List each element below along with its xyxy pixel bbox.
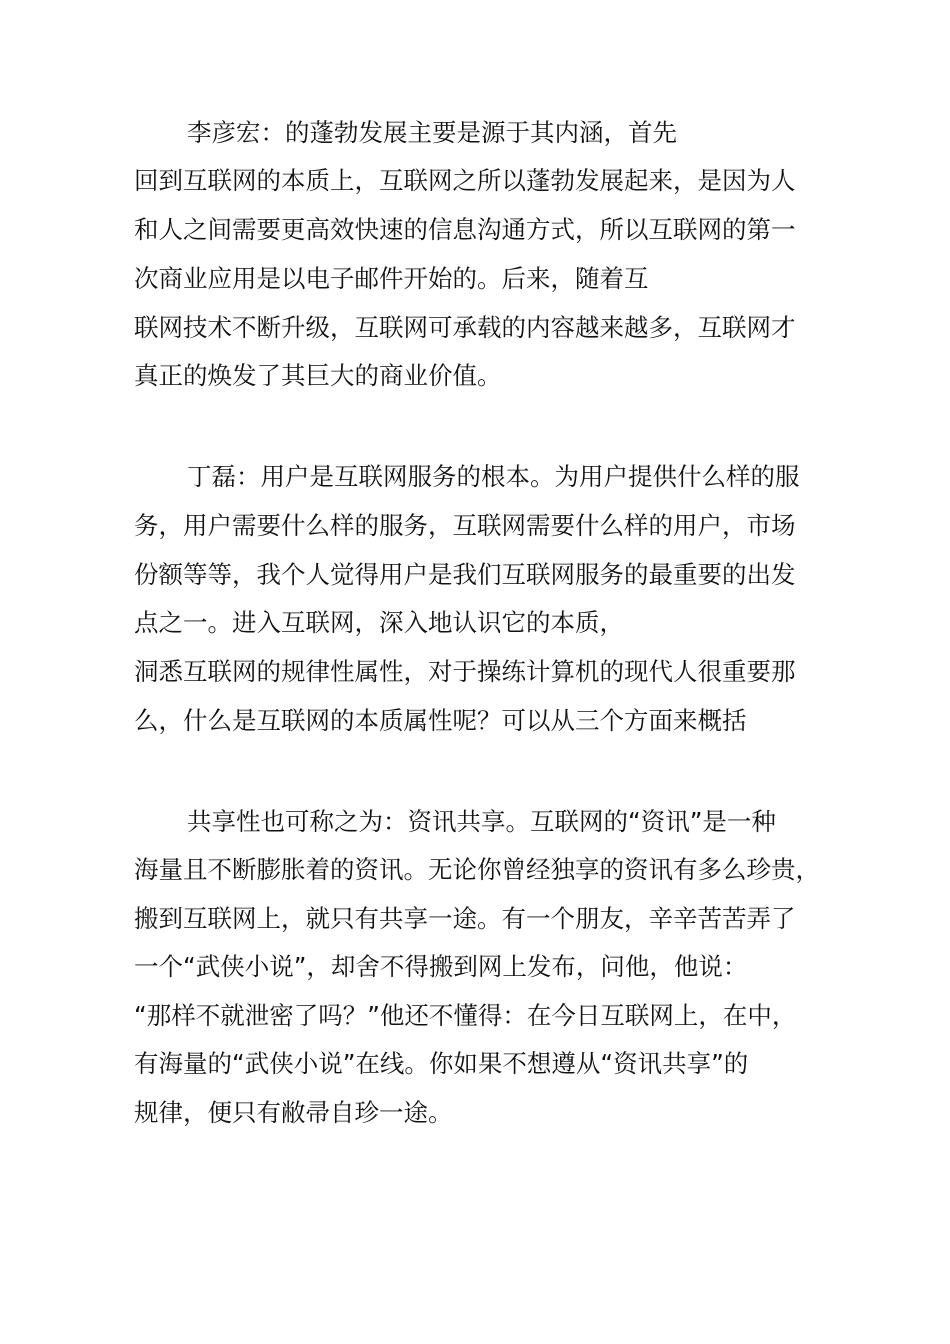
text-line: 点之一。进入互联网，深入地认识它的本质， <box>134 608 624 637</box>
text-line: 务，用户需要什么样的服务，互联网需要什么样的用户，市场 <box>134 511 796 540</box>
text-line: 和人之间需要更高效快速的信息沟通方式，所以互联网的第一 <box>134 215 796 244</box>
text-line: 真正的焕发了其巨大的商业价值。 <box>134 361 502 390</box>
text-line: 共享性也可称之为：资讯共享。互联网的“资讯”是一种 <box>187 807 776 836</box>
text-line: 海量且不断膨胀着的资讯。无论你曾经独享的资讯有多么珍贵， <box>134 855 820 884</box>
text-line: 洞悉互联网的规律性属性，对于操练计算机的现代人很重要那 <box>134 657 796 686</box>
text-line: 丁磊：用户是互联网服务的根本。为用户提供什么样的服 <box>187 462 800 491</box>
text-line: 规律，便只有敝帚自珍一途。 <box>134 1098 453 1127</box>
text-line: 回到互联网的本质上，互联网之所以蓬勃发展起来，是因为人 <box>134 166 796 195</box>
text-line: 一个“武侠小说”，却舍不得搬到网上发布，问他，他说： <box>134 952 748 981</box>
text-line: 搬到互联网上，就只有共享一途。有一个朋友，辛辛苦苦弄了 <box>134 904 796 933</box>
text-line: 有海量的“武侠小说”在线。你如果不想遵从“资讯共享”的 <box>134 1049 749 1078</box>
text-line: 份额等等，我个人觉得用户是我们互联网服务的最重要的出发 <box>134 560 796 589</box>
text-line: 李彦宏：的蓬勃发展主要是源于其内涵，首先 <box>187 118 677 147</box>
text-line: 次商业应用是以电子邮件开始的。后来，随着互 <box>134 264 649 293</box>
text-line: 么，什么是互联网的本质属性呢？可以从三个方面来概括 <box>134 706 747 735</box>
text-line: 联网技术不断升级，互联网可承载的内容越来越多，互联网才 <box>134 313 796 342</box>
text-line: “那样不就泄密了吗？”他还不懂得：在今日互联网上，在中， <box>134 1001 797 1030</box>
